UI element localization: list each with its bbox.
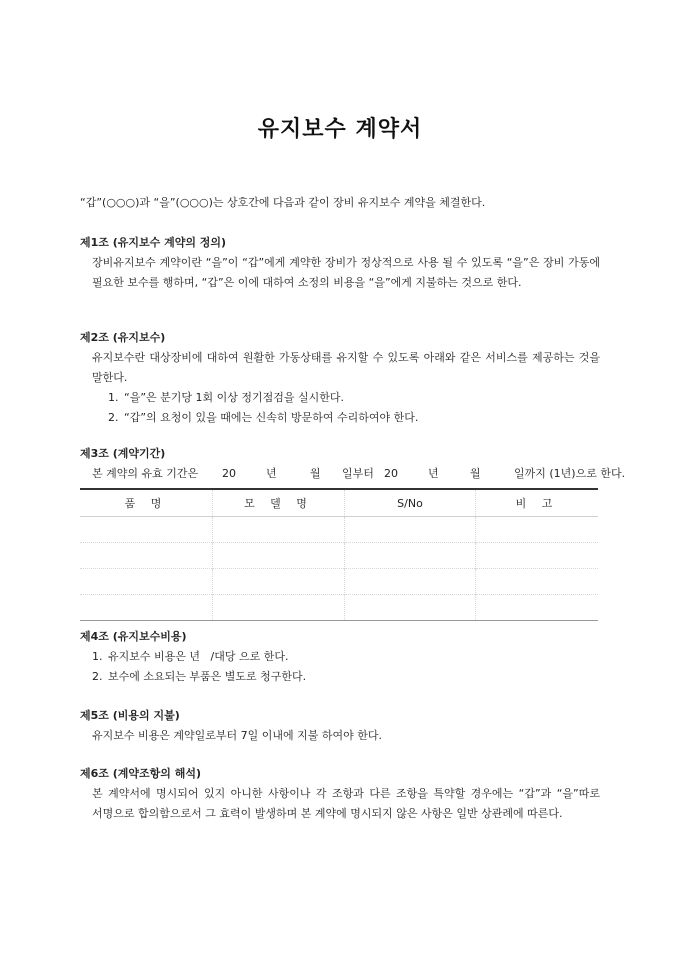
article-1 <box>80 233 600 293</box>
article-5 <box>80 706 600 746</box>
list-item: 1. “을”은 분기당 1회 이상 정기점검을 실시한다. <box>108 391 345 404</box>
article-1-text: 장비유지보수 계약이란 “을”이 “갑”에게 계약한 장비가 정상적으로 사용 될 수 있도록 “을”은 장비 가동에 필요한 보수를 행하며, “갑”은 이에 대하여 소정의 비용을 “을”에게 지불하는 것으로 한다. <box>92 256 600 289</box>
document-title: 유지보수 계약서 <box>257 117 423 142</box>
list-item: 1. 유지보수 비용은 년 /대당 으로 한다. <box>92 650 289 663</box>
table-row <box>80 595 598 621</box>
column-header: S/No <box>345 489 476 517</box>
article-2 <box>80 328 600 428</box>
start-year: 20 <box>222 467 236 480</box>
article-4 <box>80 627 600 687</box>
table-row <box>80 517 598 543</box>
article-6-text: 본 계약서에 명시되어 있지 아니한 사항이나 각 조항과 다른 조항을 특약할 경우에는 “갑”과 “을”따로 서명으로 합의함으로서 그 효력이 발생하며 본 계약에 명시되지 않은 사항은 일반 상관례에 따른다. <box>92 787 600 820</box>
article-1-heading: 제1조 (유지보수 계약의 정의) <box>80 236 227 249</box>
article-5-text: 유지보수 비용은 계약일로부터 7일 이내에 지불 하여야 한다. <box>92 729 382 742</box>
column-header: 비 고 <box>476 489 599 517</box>
article-3-heading: 제3조 (계약기간) <box>80 447 166 460</box>
article-2-heading: 제2조 (유지보수) <box>80 331 166 344</box>
article-3 <box>80 444 626 484</box>
article-5-heading: 제5조 (비용의 지불) <box>80 709 180 722</box>
table-header-row <box>80 489 598 517</box>
equipment-table <box>80 488 598 621</box>
end-year: 20 <box>384 467 398 480</box>
column-header: 품 명 <box>80 489 213 517</box>
list-item: 2. “갑”의 요청이 있을 때에는 신속히 방문하여 수리하여야 한다. <box>108 411 419 424</box>
article-6-heading: 제6조 (계약조항의 해석) <box>80 767 202 780</box>
column-header: 모 델 명 <box>213 489 345 517</box>
table-row <box>80 543 598 569</box>
article-6 <box>80 764 600 824</box>
table-row <box>80 569 598 595</box>
article-2-text: 유지보수란 대상장비에 대하여 원활한 가동상태를 유지할 수 있도록 아래와 같은 서비스를 제공하는 것을 말한다. <box>92 351 600 384</box>
contract-period-line: 본 계약의 유효 기간은 20 년 월 일부터 20 년 월 일까지 (1년)으로 한다. <box>92 464 600 484</box>
list-item: 2. 보수에 소요되는 부품은 별도로 청구한다. <box>92 670 307 683</box>
article-4-heading: 제4조 (유지보수비용) <box>80 630 187 643</box>
intro-paragraph: “갑”(○○○)과 “을”(○○○)는 상호간에 다음과 같이 장비 유지보수 계약을 체결한다. <box>80 196 486 209</box>
